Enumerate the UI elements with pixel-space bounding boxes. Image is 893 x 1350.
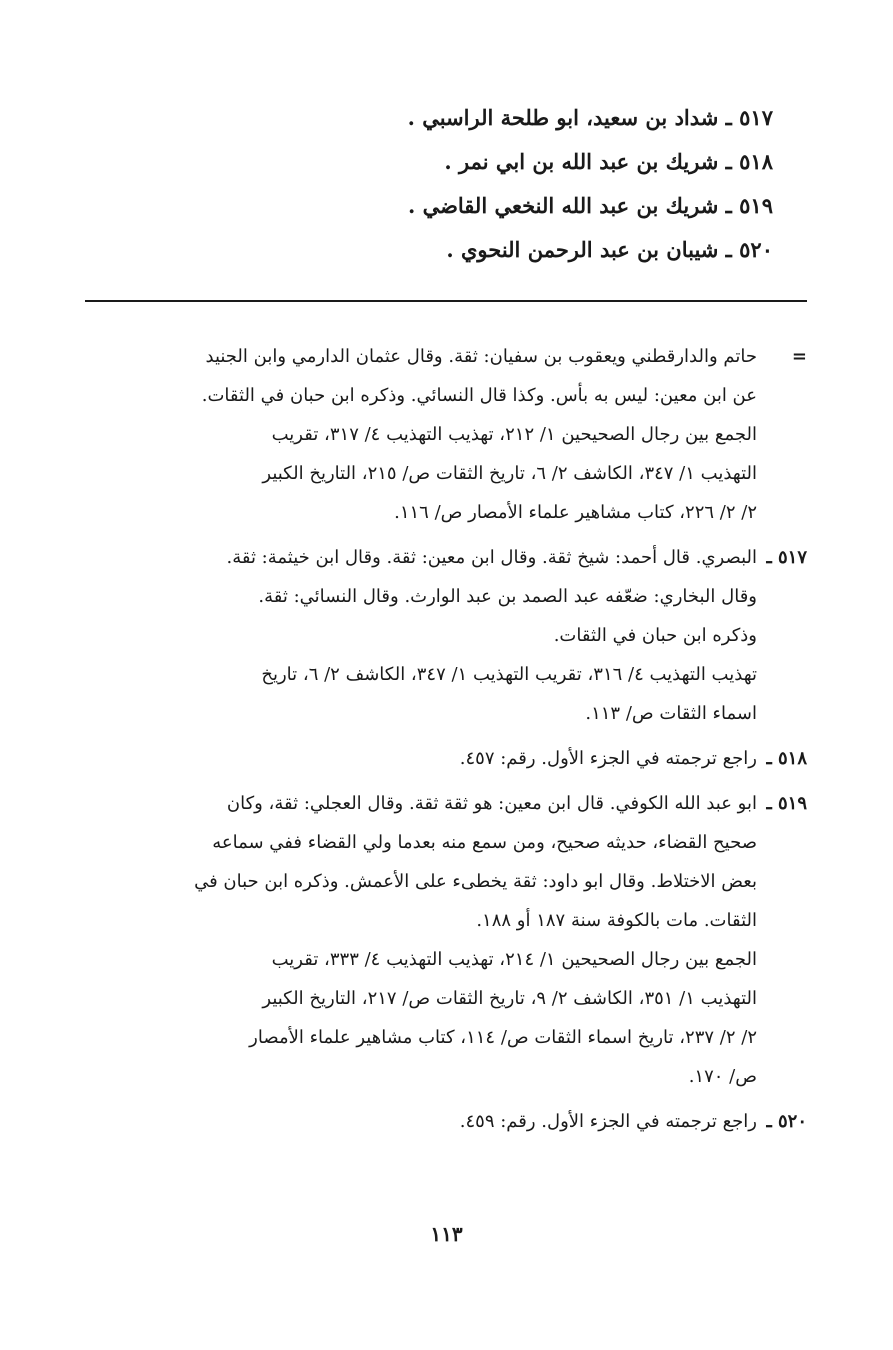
footnote-body bbox=[85, 1102, 757, 1141]
footnote-marker: = bbox=[791, 346, 807, 367]
footnote-line: البصري. قال أحمد: شيخ ثقة. وقال ابن معين: ثقة. وقال ابن خيثمة: ثقة. bbox=[226, 547, 757, 568]
footnote-519 bbox=[85, 784, 807, 1096]
footnote-line: وقال البخاري: ضعّفه عبد الصمد بن عبد الوارث. وقال النسائي: ثقة. bbox=[258, 586, 757, 607]
footnote-body bbox=[85, 739, 757, 778]
entry-list bbox=[153, 96, 773, 272]
entry-line: ٥١٧ ـ شداد بن سعيد، ابو طلحة الراسبي . bbox=[407, 105, 773, 130]
footnote-line: ٢/ ٢/ ٢٢٦، كتاب مشاهير علماء الأمصار ص/ ١١٦. bbox=[394, 502, 757, 523]
footnote-number: ٥٢٠ ـ bbox=[766, 1111, 807, 1132]
footnote-line: اسماء الثقات ص/ ١١٣. bbox=[585, 703, 757, 724]
page-number: ١١٣ bbox=[430, 1222, 463, 1246]
footnote-520 bbox=[85, 1102, 807, 1141]
footnotes bbox=[85, 337, 807, 1147]
footnote-line: التهذيب ١/ ٣٥١، الكاشف ٢/ ٩، تاريخ الثقات ص/ ٢١٧، التاريخ الكبير bbox=[262, 988, 757, 1009]
footnote-line: وذكره ابن حبان في الثقات. bbox=[553, 625, 757, 646]
footnote-divider bbox=[85, 300, 807, 302]
footnote-line: التهذيب ١/ ٣٤٧، الكاشف ٢/ ٦، تاريخ الثقات ص/ ٢١٥، التاريخ الكبير bbox=[262, 463, 757, 484]
footnote-line: عن ابن معين: ليس به بأس. وكذا قال النسائي. وذكره ابن حبان في الثقات. bbox=[201, 385, 757, 406]
entry-line: ٥٢٠ ـ شيبان بن عبد الرحمن النحوي . bbox=[446, 237, 773, 262]
footnote-body bbox=[85, 337, 757, 532]
footnote-line: راجع ترجمته في الجزء الأول. رقم: ٤٥٧. bbox=[459, 748, 757, 769]
footnote-line: الجمع بين رجال الصحيحين ١/ ٢١٤، تهذيب التهذيب ٤/ ٣٣٣، تقريب bbox=[271, 949, 757, 970]
entry-line: ٥١٩ ـ شريك بن عبد الله النخعي القاضي . bbox=[407, 193, 773, 218]
footnote-body bbox=[85, 784, 757, 1096]
footnote-line: بعض الاختلاط. وقال ابو داود: ثقة يخطىء على الأعمش. وذكره ابن حبان في bbox=[194, 871, 757, 892]
footnote-line: حاتم والدارقطني ويعقوب بن سفيان: ثقة. وقال عثمان الدارمي وابن الجنيد bbox=[205, 346, 757, 367]
footnote-line: راجع ترجمته في الجزء الأول. رقم: ٤٥٩. bbox=[459, 1111, 757, 1132]
footnote-line: الثقات. مات بالكوفة سنة ١٨٧ أو ١٨٨. bbox=[476, 910, 757, 931]
footnote-continued bbox=[85, 337, 807, 532]
footnote-line: ص/ ١٧٠. bbox=[688, 1066, 757, 1087]
footnote-line: ابو عبد الله الكوفي. قال ابن معين: هو ثقة ثقة. وقال العجلي: ثقة، وكان bbox=[226, 793, 757, 814]
footnote-517 bbox=[85, 538, 807, 733]
footnote-line: ٢/ ٢/ ٢٣٧، تاريخ اسماء الثقات ص/ ١١٤، كتاب مشاهير علماء الأمصار bbox=[249, 1027, 757, 1048]
footnote-line: تهذيب التهذيب ٤/ ٣١٦، تقريب التهذيب ١/ ٣٤٧، الكاشف ٢/ ٦، تاريخ bbox=[261, 664, 757, 685]
footnote-number: ٥١٨ ـ bbox=[766, 748, 807, 769]
footnote-body bbox=[85, 538, 757, 733]
footnote-number: ٥١٧ ـ bbox=[766, 547, 807, 568]
footnote-number: ٥١٩ ـ bbox=[766, 793, 807, 814]
footnote-518 bbox=[85, 739, 807, 778]
footnote-line: الجمع بين رجال الصحيحين ١/ ٢١٢، تهذيب التهذيب ٤/ ٣١٧، تقريب bbox=[271, 424, 757, 445]
entry-line: ٥١٨ ـ شريك بن عبد الله بن ابي نمر . bbox=[444, 149, 773, 174]
footnote-line: صحيح القضاء، حديثه صحيح، ومن سمع منه بعدما ولي القضاء ففي سماعه bbox=[212, 832, 757, 853]
